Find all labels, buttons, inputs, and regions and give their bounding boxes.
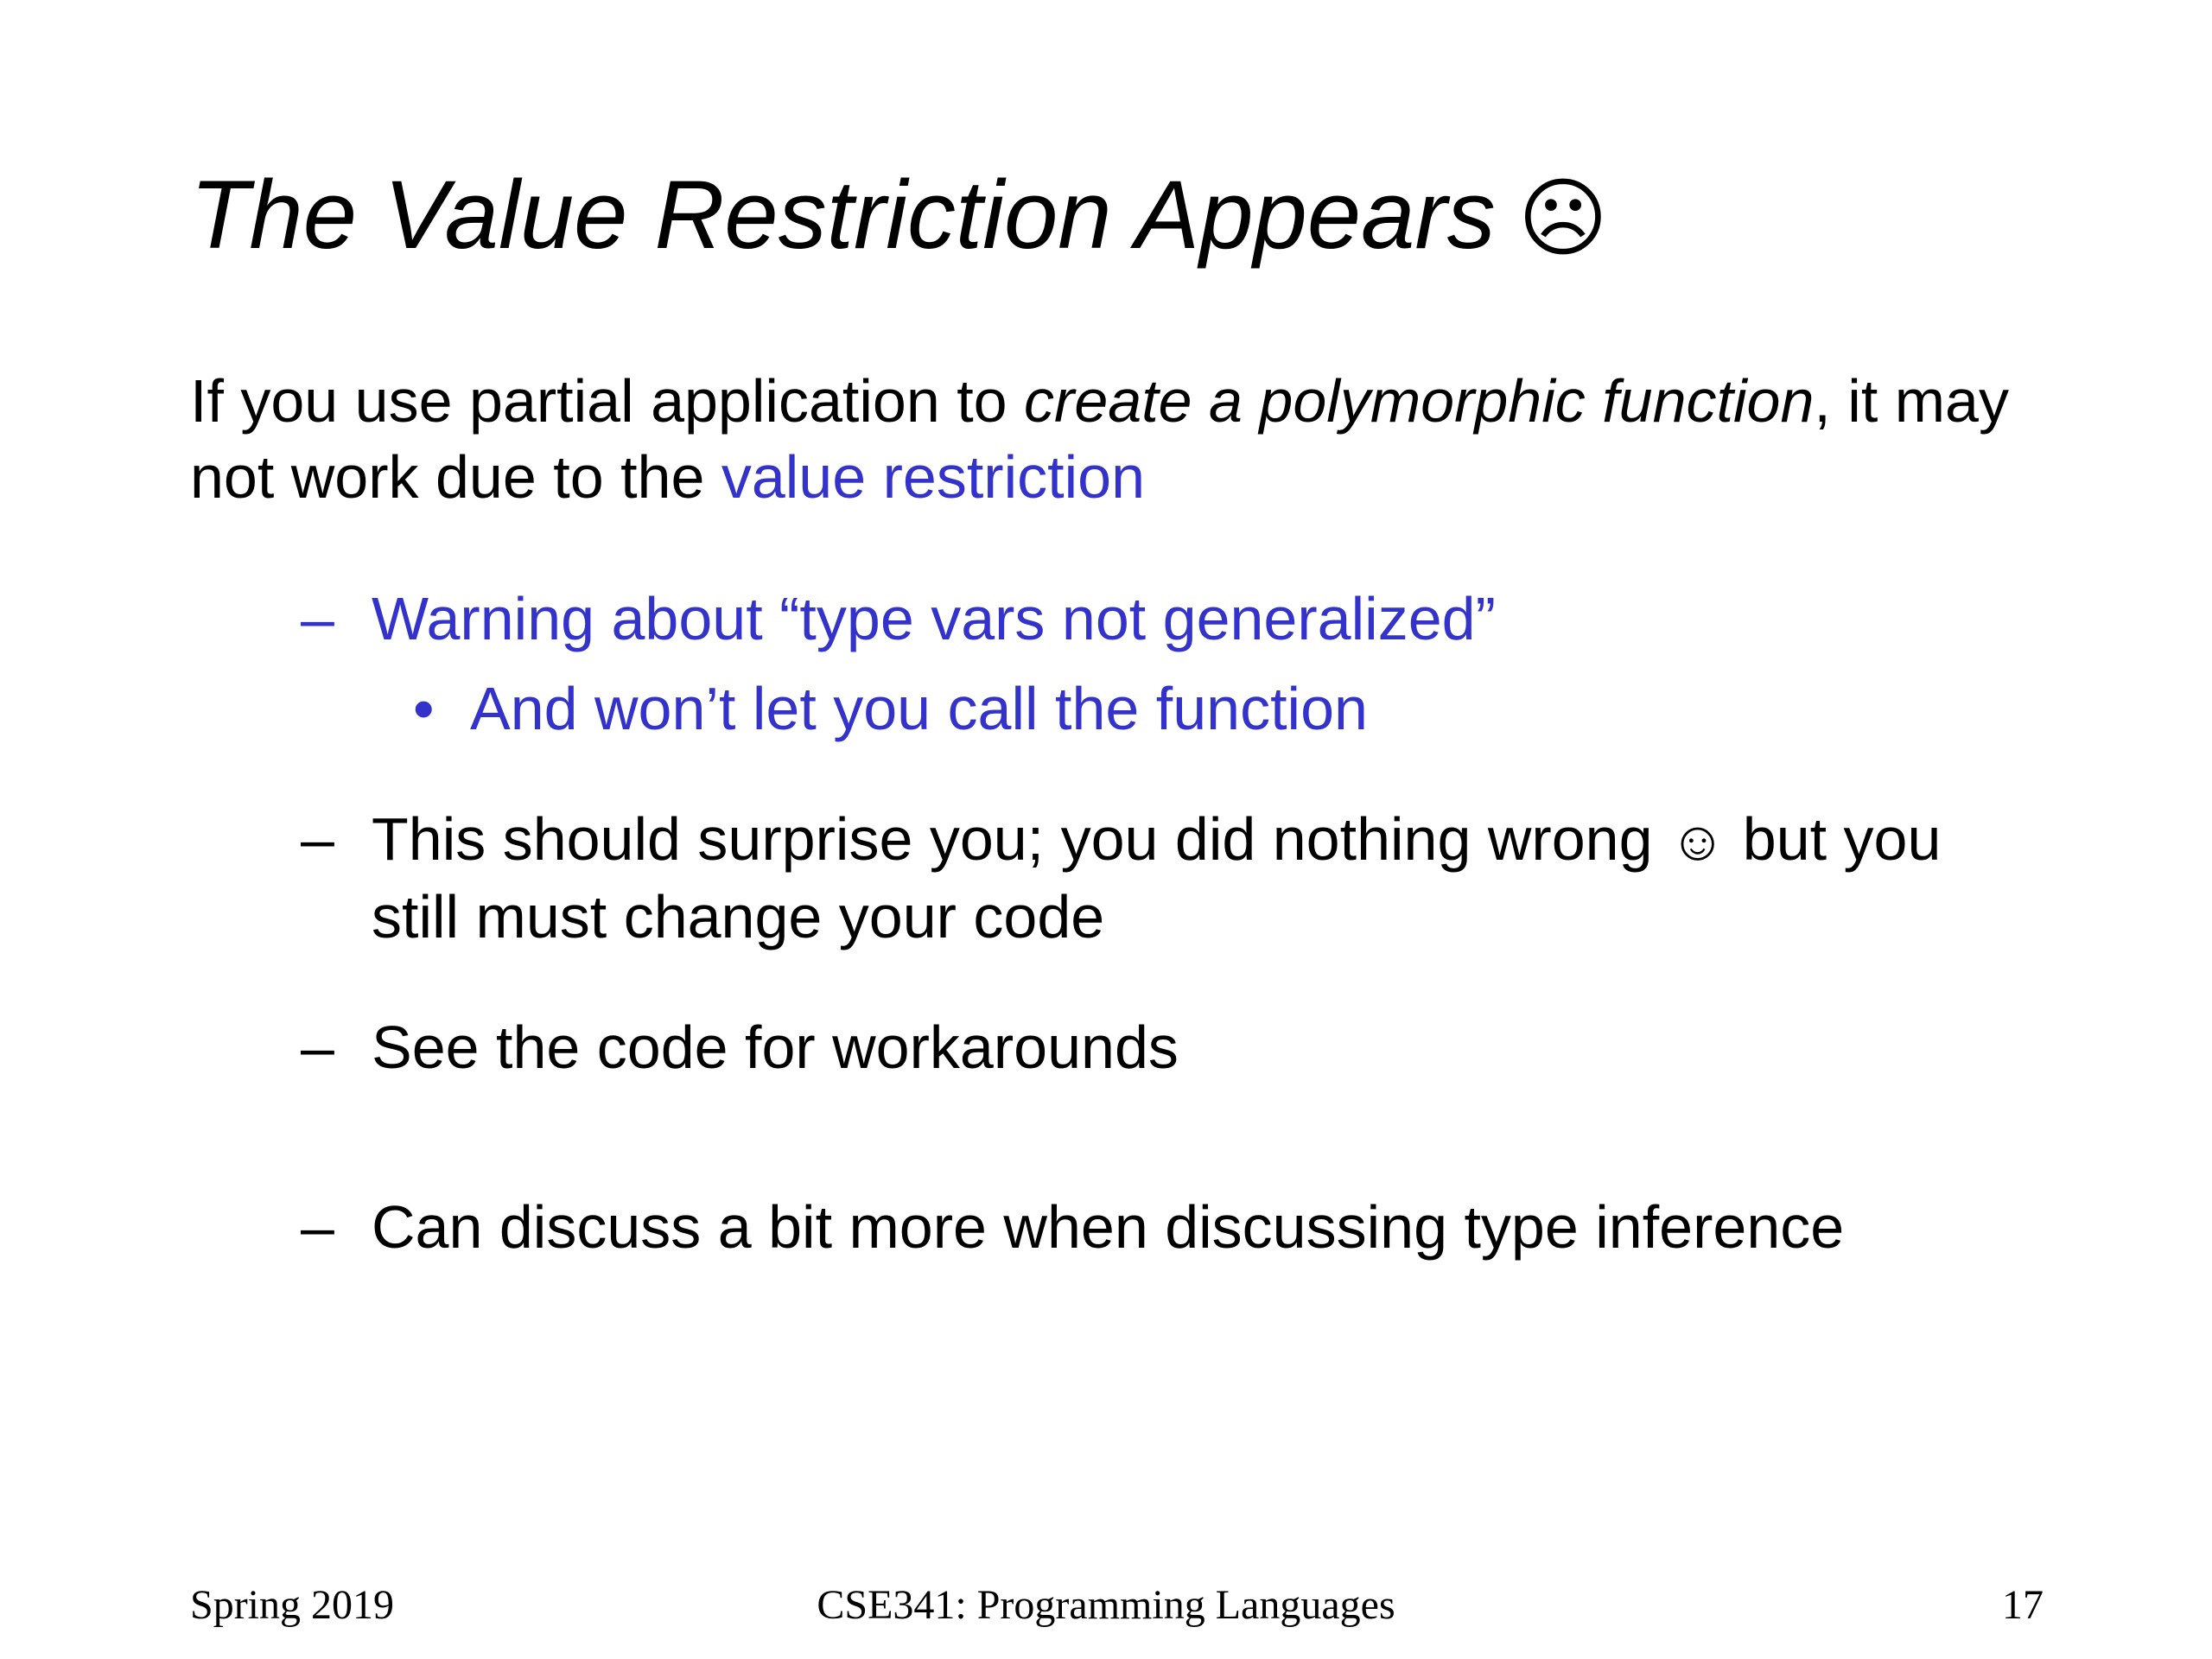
value-restriction-term: value restriction [721, 443, 1146, 511]
bullet-warning [301, 581, 2029, 657]
slide-title [190, 160, 1608, 271]
intro-text-part2: , it may not work due to the [190, 367, 2009, 511]
intro-text-part1: If you use partial application to [190, 367, 1025, 435]
bullet-text [372, 801, 2029, 955]
bullet-workarounds [301, 1009, 2029, 1085]
bullet-text: See the code for workarounds [372, 1014, 1179, 1081]
intro-paragraph [190, 363, 2048, 515]
dash-marker: – [301, 1193, 334, 1261]
frown-face-icon: ☹ [1517, 170, 1608, 267]
slide-title-text: The Value Restriction Appears [190, 161, 1496, 269]
dash-marker: – [301, 585, 334, 652]
dash-marker: – [301, 805, 334, 873]
bullet-type-inference [301, 1189, 2029, 1265]
sub-bullet-text: And won’t let you call the function [470, 675, 1368, 742]
bullet-text-before: This should surprise you; you did nothing wrong [372, 805, 1669, 873]
bullet-surprise [301, 801, 2029, 955]
dot-marker: • [413, 675, 435, 742]
bullet-text-after: but you still must change your code [372, 805, 1942, 950]
bullet-text: Can discuss a bit more when discussing type inference [372, 1193, 1845, 1261]
dash-marker: – [301, 1014, 334, 1081]
footer-page-number: 17 [2002, 1582, 2044, 1628]
bullet-text: Warning about “type vars not generalized” [372, 585, 1496, 652]
footer-term: Spring 2019 [190, 1582, 395, 1628]
smile-face-icon: ☺ [1669, 810, 1726, 872]
footer-course: CSE341: Programming Languages [817, 1582, 1395, 1628]
sub-bullet-call [413, 671, 2055, 747]
intro-emphasis: create a polymorphic function [1024, 367, 1815, 435]
